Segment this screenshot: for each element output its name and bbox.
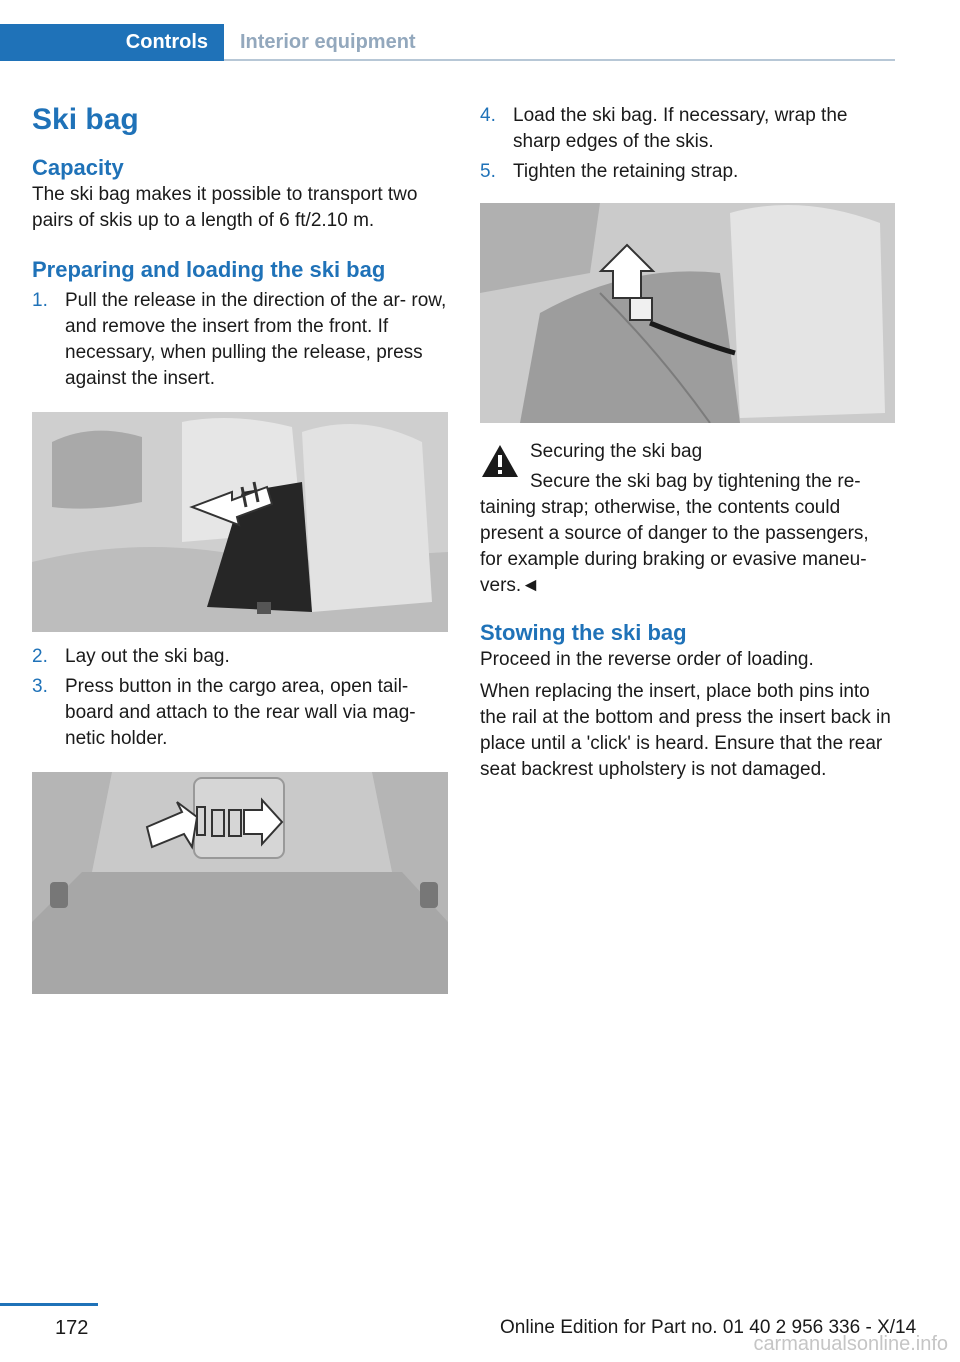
figure-cargo-area [32, 772, 448, 994]
warning-title: Securing the ski bag [530, 441, 703, 462]
warning-text-rest: taining strap; otherwise, the contents could present a source of danger to the passengers, for example during braking or evasive maneu‐ vers.◄ [480, 497, 869, 596]
page-number: 172 [55, 1317, 89, 1339]
subsection-tab: Interior equipment [240, 31, 416, 53]
figure-release-insert [32, 412, 448, 632]
right-column [480, 100, 896, 783]
step-number: 1. [32, 290, 48, 311]
step-text: Tighten the retaining strap. [513, 161, 739, 182]
capacity-text: The ski bag makes it possible to transport two pairs of skis up to a length of 6 ft/2.10 m. [32, 184, 418, 231]
warning-triangle-icon [480, 443, 520, 479]
stowing-text-2: When replacing the insert, place both pins into the rail at the bottom and press the insert back in place until a 'click' is heard. Ensure that the rear seat backrest upholstery is not damaged. [480, 681, 891, 780]
section-tab: Controls [0, 24, 224, 61]
step-text: Press button in the cargo area, open tail‐ board and attach to the rear wall via mag‐ netic holder. [65, 676, 416, 749]
step-2 [32, 644, 448, 670]
step-number: 5. [480, 161, 496, 182]
step-number: 4. [480, 105, 496, 126]
watermark: carmanualsonline.info [753, 1333, 948, 1355]
warning-text-first: Secure the ski bag by tightening the re‐ [530, 471, 861, 492]
step-number: 3. [32, 676, 48, 697]
step-text: Load the ski bag. If necessary, wrap the sharp edges of the skis. [513, 105, 848, 152]
figure-retaining-strap [480, 203, 895, 423]
footer-rule [0, 1303, 98, 1306]
step-text: Pull the release in the direction of the ar‐ row, and remove the insert from the front. If necessary, when pulling the release, press against the insert. [65, 290, 447, 389]
header-rule [224, 59, 895, 61]
preparing-heading: Preparing and loading the ski bag [32, 257, 386, 282]
page-header [0, 24, 895, 61]
step-5 [480, 159, 896, 185]
stowing-text-1: Proceed in the reverse order of loading. [480, 649, 814, 670]
edition-text: Online Edition for Part no. 01 40 2 956 336 - X/14 [500, 1317, 917, 1338]
step-1 [32, 288, 448, 392]
capacity-heading: Capacity [32, 155, 124, 180]
step-4 [480, 103, 896, 155]
left-column [32, 100, 448, 994]
step-3 [32, 674, 448, 752]
page-title: Ski bag [32, 103, 139, 136]
step-text: Lay out the ski bag. [65, 646, 230, 667]
warning-block [480, 439, 896, 599]
step-number: 2. [32, 646, 48, 667]
stowing-heading: Stowing the ski bag [480, 620, 687, 645]
